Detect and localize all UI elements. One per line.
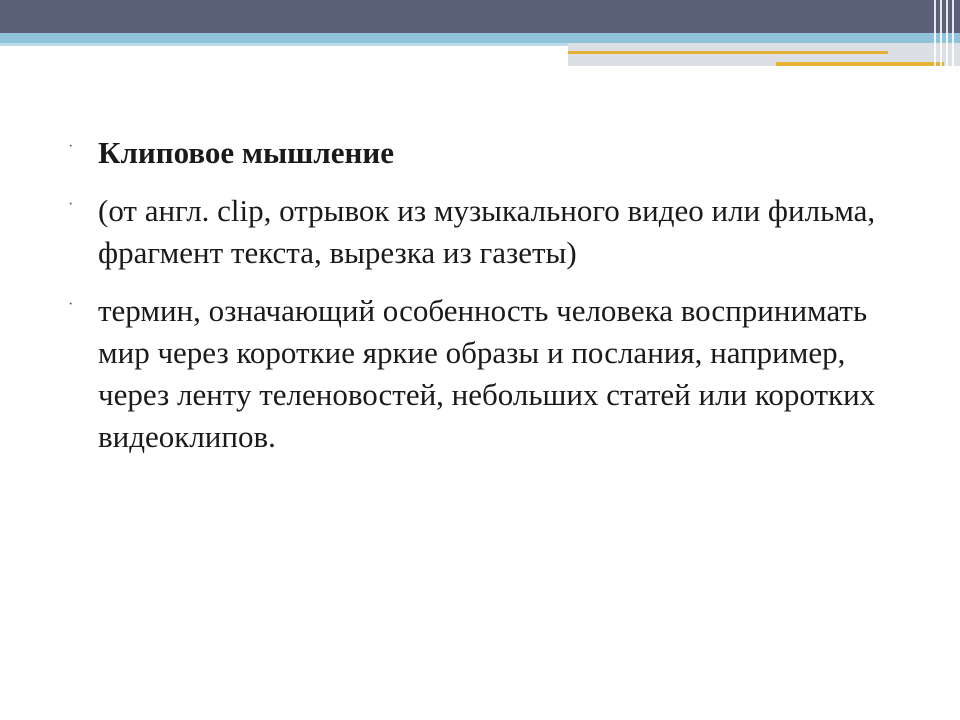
header-gold-line-upper xyxy=(568,51,888,54)
bullet-text: Клиповое мышление xyxy=(98,135,394,170)
bullet-dot-icon: · xyxy=(68,138,74,155)
header-blue-stripe xyxy=(0,33,960,43)
bullet-list xyxy=(62,132,912,474)
bullet-text: термин, означающий особенность человека воспринимать мир через короткие яркие образы и послания, например, через ленту теленовостей, небольших статей или коротких видеоклипов. xyxy=(98,293,876,454)
header-blue-thin-line xyxy=(0,43,570,46)
bullet-dot-icon: · xyxy=(68,196,74,213)
bullet-text: (от англ. clip, отрывок из музыкального видео или фильма, фрагмент текста, вырезка из газеты) xyxy=(98,193,876,270)
header-corner-lines xyxy=(928,0,960,66)
bullet-item-title xyxy=(62,132,912,174)
bullet-item-etymology xyxy=(62,190,912,274)
bullet-dot-icon: · xyxy=(68,296,74,313)
header-gold-line-lower xyxy=(776,62,944,66)
bullet-item-definition xyxy=(62,290,912,458)
header-bar xyxy=(0,0,960,33)
